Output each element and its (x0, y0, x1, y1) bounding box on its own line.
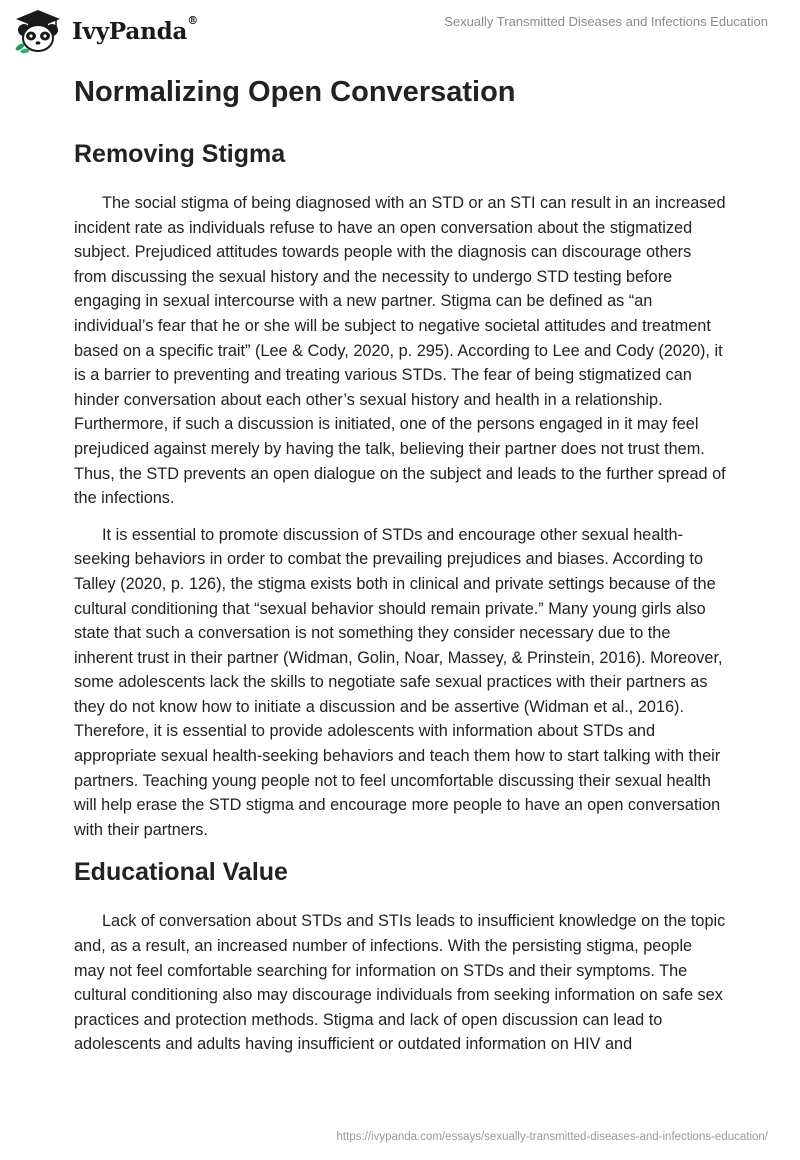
brand-name: IvyPanda® (72, 13, 198, 45)
panda-graduate-icon (14, 8, 62, 54)
page-header (0, 0, 800, 64)
section-heading-removing-stigma: Removing Stigma (74, 140, 286, 168)
article-content (74, 66, 726, 1057)
document-title: Sexually Transmitted Diseases and Infections Education (444, 14, 768, 29)
source-url[interactable]: https://ivypanda.com/essays/sexually-transmitted-diseases-and-infections-education/ (336, 1131, 768, 1143)
paragraph: It is essential to promote discussion of STDs and encourage other sexual health-seeking behaviors in order to combat the prevailing prejudices and biases. According to Talley (2020, p. 126), the stigma exists both in clinical and private settings because of the cultural conditioning that “sexual behavior should remain private.” Many young girls also state that such a conversation is not something they consider necessary due to the inherent trust in their partner (Widman, Golin, Noar, Massey, & Prinstein, 2016). Moreover, some adolescents lack the skills to negotiate safe sexual practices with their partners as they do not know how to initiate a discussion and be assertive (Widman et al., 2016). Therefore, it is essential to provide adolescents with information about STDs and appropriate sexual health-seeking behaviors and teach them how to start talking with their partners. Teaching young people not to feel uncomfortable discussing their sexual health will help erase the STD stigma and encourage more people to have an open conversation with their partners. (74, 525, 723, 839)
page-title: Normalizing Open Conversation (74, 76, 516, 108)
paragraph: The social stigma of being diagnosed with an STD or an STI can result in an increased incident rate as individuals refuse to have an open conversation about the stigmatized subject. Prejudiced attitudes towards people with the diagnosis can discourage others from discussing the sexual history and the necessity to undergo STD testing before engaging in sexual intercourse with a new partner. Stigma can be defined as “an individual’s fear that he or she will be subject to negative societal attitudes and treatment based on a specific trait” (Lee & Cody, 2020, p. 295). According to Lee and Cody (2020), it is a barrier to preventing and treating various STDs. The fear of being stigmatized can hinder conversation about each other’s sexual history and health in a relationship. Furthermore, if such a discussion is initiated, one of the persons engaged in it may feel prejudiced against merely by having the talk, believing their partner does not trust them. Thus, the STD prevents an open dialogue on the subject and leads to the further spread of the infections. (74, 194, 726, 508)
paragraph: Lack of conversation about STDs and STIs leads to insufficient knowledge on the topic and, as a result, an increased number of infections. With the persisting stigma, people may not feel comfortable searching for information on STDs and their symptoms. The cultural conditioning also may discourage individuals from seeking information on safe sex practices and protection methods. Stigma and lack of open discussion can lead to adolescents and adults having insufficient or outdated information on HIV and (74, 912, 726, 1054)
ivypanda-logo[interactable] (14, 8, 198, 54)
section-heading-educational-value: Educational Value (74, 858, 288, 887)
